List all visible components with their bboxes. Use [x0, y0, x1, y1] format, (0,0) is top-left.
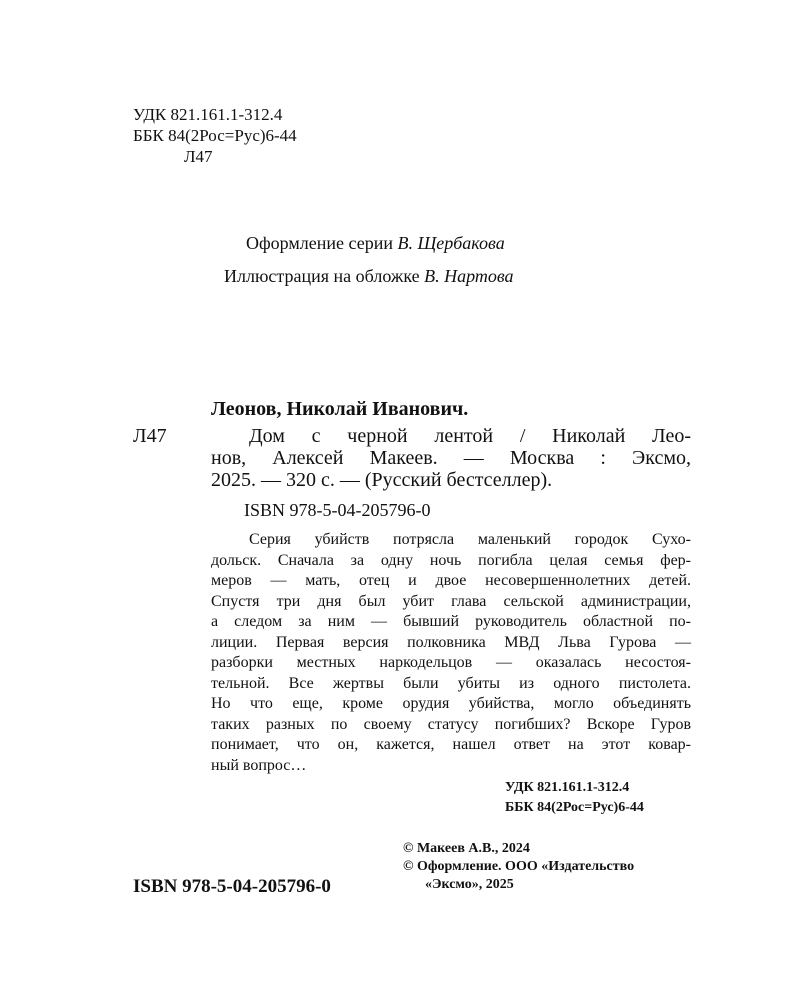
bbk-code-bottom: ББК 84(2Рос=Рус)6-44	[505, 800, 644, 815]
udk-code: УДК 821.161.1-312.4	[133, 105, 283, 124]
annotation-line: лиции. Первая версия полковника МВД Льва Гурова —	[211, 633, 691, 651]
copyright-author: © Макеев А.В., 2024	[403, 841, 530, 856]
annotation-line: понимает, что он, кажется, нашел ответ на этот ковар-	[211, 736, 691, 753]
annotation-line: меров — мать, отец и двое несовершеннолетних детей.	[211, 572, 691, 589]
description-line: Дом с черной лентой / Николай Лео-	[249, 425, 691, 447]
udk-code-bottom: УДК 821.161.1-312.4	[505, 780, 630, 795]
catalog-isbn: ISBN 978-5-04-205796-0	[244, 500, 431, 520]
annotation-line: Но что еще, кроме орудия убийства, могло объединять	[211, 695, 691, 712]
annotation-line: тельной. Все жертвы были убиты из одного пистолета.	[211, 674, 691, 692]
copyright-block	[403, 840, 634, 894]
catalog-author-mark: Л47	[133, 425, 167, 447]
annotation-line: ный вопрос…	[211, 756, 307, 774]
annotation-line: дольск. Сначала за одну ночь погибла целая семья фер-	[211, 551, 691, 569]
catalog-description	[211, 425, 691, 491]
top-classification-codes	[133, 104, 297, 167]
series-design-label: Оформление серии	[246, 233, 393, 253]
annotation	[211, 530, 691, 776]
cover-illustration-credit	[224, 266, 514, 287]
cover-illustration-name: В. Нартова	[424, 266, 514, 286]
bbk-code: ББК 84(2Рос=Рус)6-44	[133, 126, 297, 145]
author-mark: Л47	[184, 147, 213, 166]
description-line: нов, Алексей Макеев. — Москва : Эксмо,	[211, 447, 691, 469]
copyright-design: © Оформление. ООО «Издательство	[403, 859, 635, 874]
copyright-design-cont: «Эксмо», 2025	[425, 877, 514, 892]
annotation-line: разборки местных наркодельцов — оказалась несостоя-	[211, 654, 691, 671]
bottom-classification-codes	[505, 778, 644, 818]
annotation-line: Серия убийств потрясла маленький городок Сухо-	[249, 531, 691, 548]
description-line: 2025. — 320 с. — (Русский бестселлер).	[211, 469, 553, 491]
series-design-credit	[246, 233, 505, 254]
series-design-name: В. Щербакова	[397, 233, 505, 253]
catalog-author-heading: Леонов, Николай Иванович.	[211, 398, 469, 420]
annotation-line: Спустя три дня был убит глава сельской администрации,	[211, 592, 691, 610]
isbn-bottom: ISBN 978-5-04-205796-0	[133, 876, 331, 897]
cover-illustration-label: Иллюстрация на обложке	[224, 266, 420, 286]
annotation-line: таких разных по своему статусу погибших? Вскоре Гуров	[211, 715, 691, 733]
annotation-line: а следом за ним — бывший руководитель областной по-	[211, 613, 691, 630]
